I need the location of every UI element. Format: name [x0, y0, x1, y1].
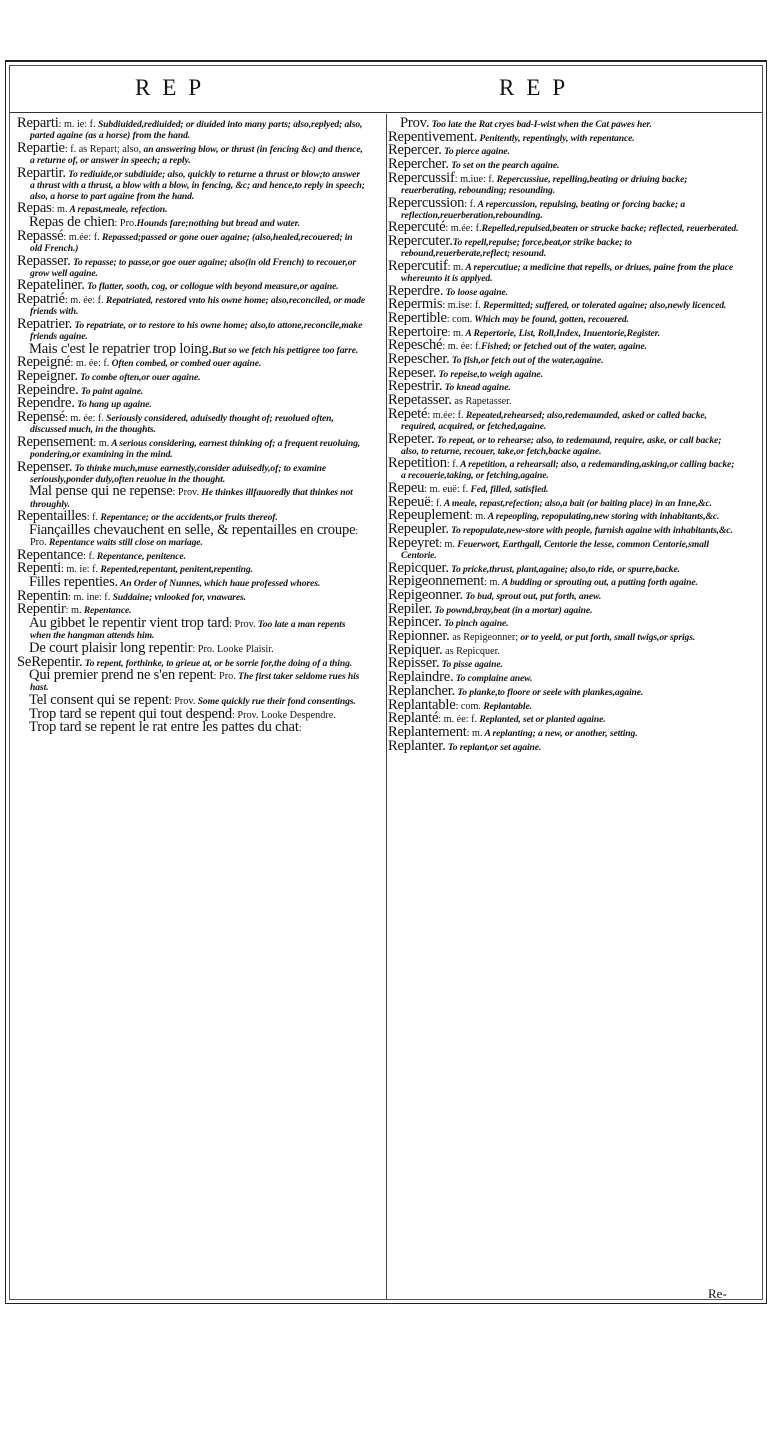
entry-definition: Repeated,rehearsed; also,redemaunded, asked or called backe, required, acquired, or fetched,againe.	[401, 409, 707, 432]
entry-headword: Repartir.	[17, 164, 66, 181]
entry-grammar: : Pro.	[30, 525, 359, 548]
dictionary-entry	[17, 164, 366, 202]
entry-definition: To paint againe.	[78, 385, 144, 397]
entry-headword: Repesché	[388, 337, 443, 354]
entry-definition: Often combed, or combed ouer againe.	[109, 358, 262, 370]
dictionary-entry	[388, 405, 740, 432]
entry-definition: To thinke much,muse earnestly,consider aduisedly,of; to examine seriously,ponder duly,often reuolue in the thought.	[30, 462, 327, 485]
entry-headword: Repasser.	[17, 252, 71, 269]
entry-grammar: : m. ine: f.	[68, 591, 111, 603]
entry-definition: To repeise,to weigh againe.	[436, 368, 543, 380]
dictionary-entry	[17, 615, 366, 642]
dictionary-entry	[17, 252, 366, 279]
entry-definition: To repatriate, or to restore to his owne home; also,to attone,reconcile,make friends againe.	[30, 319, 363, 342]
entry-grammar: : f.	[446, 459, 459, 471]
entry-headword: Repentin	[17, 587, 69, 604]
entry-definition: A repetition, a rehearsall; also, a redemanding,asking,or calling backe; a recouerie,taking, or fetching,againe.	[401, 459, 735, 482]
entry-grammar: : m. ie: f.	[61, 564, 99, 576]
dictionary-entry	[17, 395, 366, 412]
entry-headword: Replantable	[388, 696, 456, 713]
entry-headword: Trop tard se repent le rat entre les pattes du chat	[29, 719, 299, 736]
dictionary-entry	[17, 667, 366, 694]
entry-headword: SeRepentir.	[17, 653, 83, 670]
running-head-right: REP	[499, 75, 578, 100]
entry-definition: To rediuide,or subdiuide; also, quickly to returne a thrust or blow;to answer a thrust with a thrust, a blow with a blow, in fencing, &c; and hence,to reply in speech; also, a horse to part againe from the hand.	[30, 168, 365, 202]
entry-grammar: as Repigeonner;	[449, 632, 519, 644]
dictionary-entry	[388, 641, 740, 658]
entry-headword: Repatrié	[17, 291, 65, 308]
entry-headword: Prov.	[400, 115, 430, 131]
entry-headword: Tel consent qui se repent	[29, 692, 169, 709]
dictionary-entry	[17, 315, 366, 342]
entry-headword: Rependre.	[17, 395, 75, 412]
entry-grammar: : m.	[439, 538, 455, 550]
entry-headword: Repeindre.	[17, 381, 79, 398]
dictionary-entry	[17, 139, 366, 166]
entry-headword: Repercutif	[388, 257, 448, 274]
dictionary-entry	[388, 351, 740, 367]
entry-headword: Repetition	[388, 455, 447, 472]
entry-headword: Repas	[17, 200, 52, 217]
entry-headword: Repercussif	[388, 169, 455, 186]
dictionary-entry	[17, 291, 366, 318]
entry-grammar: : Pro.	[213, 671, 236, 683]
entry-grammar: : Pro.	[114, 218, 137, 230]
entry-headword: Repigeonner.	[388, 587, 464, 603]
entry-definition: an answering blow, or thrust (in fencing &c) and thence, a returne of, or answer in speech; a reply.	[30, 143, 363, 166]
entry-headword: Repeté	[388, 405, 428, 422]
entry-grammar: : com.	[446, 313, 473, 325]
entry-headword: Replantement	[388, 723, 467, 740]
entry-headword: Repiquer.	[388, 641, 443, 658]
entry-headword: Repeuplement	[388, 507, 470, 524]
dictionary-entry	[388, 455, 740, 482]
entry-headword: Fiançailles chevauchent en selle, & repentailles en croupe	[29, 521, 356, 538]
entry-definition: Repatriated, restored vnto his owne home; also,reconciled, or made friends with.	[30, 295, 365, 318]
entry-headword: Repincer.	[388, 614, 442, 631]
entry-grammar: : m. ée: f.	[65, 413, 104, 425]
dictionary-entry	[388, 430, 740, 457]
catchword: Re-	[708, 1286, 727, 1301]
entry-grammar: : f.	[464, 198, 476, 210]
entry-grammar: : m.	[51, 204, 68, 216]
entry-grammar: : f.	[86, 512, 99, 524]
entry-definition: Replanted, set or planted againe.	[477, 714, 606, 726]
dictionary-entry	[17, 458, 366, 485]
entry-definition: Hounds fare;nothing but bread and water.	[136, 218, 301, 230]
entry-grammar: :	[298, 723, 302, 735]
entry-definition: To repopulate,new-store with people, furnish againe with inhabitants,&c.	[448, 525, 733, 537]
entry-headword: Repenser.	[17, 458, 73, 475]
entry-definition: Feuerwort, Earthgall, Centorie the lesse, common Centorie,small Centorie.	[401, 538, 709, 561]
entry-definition: To pinch againe.	[441, 618, 509, 630]
left-column	[17, 115, 366, 736]
dictionary-entry	[388, 392, 740, 409]
running-head-left: REP	[135, 75, 214, 100]
entry-headword: Replaindre.	[388, 669, 454, 686]
entry-grammar: : m.	[466, 727, 483, 739]
entry-definition: A repercutiue; a medicine that repells, or driues, paine from the place whereunto it is applyed.	[401, 261, 734, 284]
entry-grammar: as Rapetasser.	[451, 396, 512, 408]
entry-headword: Repercher.	[388, 156, 449, 173]
dictionary-entry	[388, 169, 740, 196]
entry-headword: Repartie	[17, 139, 65, 156]
dictionary-entry	[17, 521, 366, 548]
entry-definition: Repentance, penitence.	[94, 550, 186, 562]
entry-definition: Repercussiue, repelling,beating or driuing backe; reuerberating, rebounding; resounding.	[401, 173, 688, 196]
entry-grammar: : m. euë: f.	[424, 484, 469, 496]
entry-grammar: : m. ée: f.	[64, 295, 104, 307]
dictionary-entry	[17, 546, 366, 563]
entry-definition: The first taker seldome rues his hast.	[30, 671, 360, 694]
dictionary-entry	[17, 433, 366, 460]
entry-headword: Repatrier.	[17, 315, 73, 332]
entry-headword: Repercuter.	[388, 233, 453, 249]
entry-headword: Repentailles	[17, 508, 87, 525]
entry-headword: Repeuë	[388, 493, 431, 510]
entry-definition: To pownd,bray,beat (in a mortar) againe.	[432, 604, 593, 616]
dictionary-entry	[17, 409, 366, 436]
entry-grammar: : f.	[430, 497, 442, 509]
entry-definition: A repast,meale, refection.	[67, 204, 168, 216]
dictionary-entry	[388, 194, 740, 221]
dictionary-entry	[17, 574, 366, 591]
entry-definition: To repell,repulse; force,beat,or strike backe; to rebound,reuerberate,reflect; resound.	[401, 237, 632, 260]
entry-headword: Repetasser.	[388, 392, 452, 409]
entry-definition: Seriously considered, aduisedly thought of; reuolued often, discussed much, in the thoughts.	[30, 413, 334, 436]
dictionary-entry	[17, 227, 366, 254]
entry-grammar: : com.	[455, 700, 481, 712]
entry-definition: A Repertorie, List, Roll,Index, Inuentorie,Register.	[463, 327, 661, 339]
entry-definition: Too late the Rat cryes bad-I-wist when the Cat pawes her.	[429, 119, 652, 130]
entry-definition: To repent, forthinke, to grieue at, or be sorrie for,the doing of a thing.	[82, 657, 353, 669]
entry-headword: Repescher.	[388, 351, 450, 367]
entry-grammar: : Pro. Looke Plaisir.	[192, 643, 274, 655]
entry-definition: A repeopling, repopulating,new storing with inhabitants,&c.	[485, 511, 720, 523]
dictionary-entry	[388, 480, 740, 497]
entry-definition: To replant,or set againe.	[445, 741, 542, 753]
dictionary-entry	[388, 737, 740, 754]
dictionary-entry	[388, 534, 740, 561]
entry-headword: De court plaisir long repentir	[29, 639, 193, 656]
entry-definition: Replantable.	[480, 700, 532, 712]
entry-headword: Reperdre.	[388, 282, 444, 299]
entry-definition: Fed, filled, satisfied.	[468, 484, 549, 496]
entry-headword: Repeu	[388, 480, 425, 497]
entry-headword: Repentivement.	[388, 128, 478, 145]
entry-grammar: : m. ée: f.	[70, 358, 110, 370]
entry-definition: An Order of Nunnes, which haue professed whores.	[118, 578, 321, 590]
entry-definition: A repercussion, repulsing, beating or forcing backe; a reflection,reuerberation,rebounding.	[401, 198, 686, 221]
entry-definition: Subdiuided,rediuided; or diuided into many parts; also,replyed; also, parted againe (as a horse) from the hand.	[30, 119, 363, 142]
entry-headword: Repeser.	[388, 364, 437, 381]
entry-grammar: : Prov.	[229, 619, 256, 631]
entry-definition: To combe often,or ouer againe.	[77, 372, 201, 383]
entry-grammar: : Prov. Looke Despendre.	[232, 709, 336, 721]
entry-definition: Repermitted; suffered, or tolerated againe; also,newly licenced.	[480, 300, 727, 312]
entry-headword: Repeigner.	[17, 368, 78, 384]
entry-definition: But so we fetch his pettigree too farre.	[211, 344, 359, 356]
entry-headword: Repigeonnement	[388, 573, 485, 590]
right-column	[388, 115, 740, 754]
entry-headword: Repicquer.	[388, 559, 449, 576]
entry-headword: Repassé	[17, 227, 64, 244]
entry-grammar: : m.ée: f.	[427, 409, 464, 421]
entry-headword: Trop tard se repent qui tout despend	[29, 705, 233, 722]
entry-definition: To planke,to floore or seele with plankes,againe.	[455, 686, 644, 698]
entry-grammar: : f. as Repart; also,	[64, 143, 142, 155]
entry-headword: Qui premier prend ne s'en repent	[29, 667, 214, 684]
dictionary-entry	[17, 719, 366, 736]
entry-definition: To set on the pearch againe.	[448, 160, 560, 172]
entry-definition: To loose againe.	[443, 286, 508, 298]
dictionary-entry	[17, 483, 366, 510]
entry-headword: Repas de chien	[29, 214, 115, 231]
entry-headword: Mais c'est le repatrier trop loing.	[29, 340, 212, 357]
entry-definition: To complaine anew.	[453, 673, 533, 685]
entry-headword: Repiler.	[388, 600, 433, 617]
entry-headword: Repermis	[388, 296, 443, 313]
entry-grammar: : m. ée: f.	[442, 341, 482, 353]
dictionary-entry	[388, 696, 740, 713]
entry-definition: A meale, repast,refection; also,a bait (or baiting place) in an Inne,&c.	[441, 497, 712, 509]
entry-headword: Reparti	[17, 115, 59, 131]
entry-grammar: : m.	[447, 261, 464, 273]
entry-headword: Mal pense qui ne repense	[29, 483, 173, 500]
entry-definition: Fished; or fetched out of the water, againe.	[481, 341, 647, 353]
dictionary-entry	[17, 214, 366, 231]
entry-definition: Penitently, repentingly, with repentance.	[477, 132, 635, 144]
entry-grammar: as Repicquer.	[442, 645, 500, 657]
entry-headword: Repateliner.	[17, 277, 85, 294]
dictionary-entry	[388, 587, 740, 603]
dictionary-entry	[388, 521, 740, 538]
entry-headword: Replancher.	[388, 682, 456, 699]
entry-headword: Repercer.	[388, 142, 442, 159]
entry-definition: A serious considering, earnest thinking of; a frequent reuoluing, pondering,or examining in the mind.	[30, 437, 361, 460]
entry-definition: Suddaine; vnlooked for, vnawares.	[110, 591, 246, 603]
entry-definition: To repeat, or to rehearse; also, to redemaund, require, aske, or call backe; also, to returne, recouer, take,or fetch,backe againe.	[401, 434, 722, 457]
entry-headword: Repertible	[388, 309, 447, 326]
entry-definition: Repentance waits still close on mariage.	[46, 536, 203, 548]
entry-definition: To bud, sprout out, put forth, anew.	[463, 591, 602, 602]
entry-definition: Repentance; or the accidents,or fruits thereof.	[98, 512, 278, 524]
entry-headword: Repeupler.	[388, 521, 449, 538]
entry-grammar: : m.ée: f.	[63, 231, 100, 243]
entry-definition: To pisse againe.	[439, 659, 503, 671]
entry-definition: To flatter, sooth, cog, or collogue with beyond measure,or againe.	[84, 281, 339, 293]
entry-headword: Repercussion	[388, 194, 465, 211]
entry-definition: To knead againe.	[442, 382, 511, 394]
entry-headword: Repercuté	[388, 219, 446, 236]
entry-definition: Repelled,repulsed,beaten or strucke backe; reflected, reuerberated.	[481, 223, 739, 235]
entry-grammar: : Prov.	[168, 696, 196, 708]
entry-definition: He thinkes illfauoredly that thinkes not throughly.	[30, 487, 353, 510]
entry-headword: Au gibbet le repentir vient trop tard	[29, 615, 230, 632]
entry-grammar: : m. ée: f.	[438, 714, 478, 726]
entry-grammar: : Prov.	[172, 487, 200, 499]
entry-headword: Repisser.	[388, 655, 440, 672]
entry-headword: Repeyret	[388, 534, 440, 551]
entry-headword: Repensé	[17, 409, 66, 426]
entry-headword: Repenti	[17, 560, 61, 577]
entry-grammar: : m.iue: f.	[454, 173, 495, 185]
header-rule	[10, 112, 762, 113]
entry-grammar: : f.	[83, 550, 95, 562]
dictionary-entry	[17, 115, 366, 142]
entry-grammar: : m.	[65, 605, 82, 617]
entry-headword: Replanté	[388, 710, 439, 727]
entry-grammar: : m.ée: f.	[445, 223, 482, 235]
entry-grammar: : m.ise: f.	[442, 300, 481, 312]
entry-definition: Repentance.	[81, 605, 132, 617]
entry-definition: To pierce againe.	[441, 146, 510, 158]
dictionary-entry	[388, 257, 740, 284]
entry-definition: To repasse; to passe,or goe ouer againe; also(in old French) to recouer,or grow well againe.	[30, 256, 357, 279]
entry-definition: Repassed;passed or gone ouer againe; (also,healed,recouered; in old French.)	[30, 231, 353, 254]
entry-headword: Repionner.	[388, 628, 450, 645]
entry-headword: Repeter.	[388, 430, 435, 447]
entry-definition: Some quickly rue their fond consentings.	[195, 696, 356, 708]
entry-headword: Repertoire	[388, 323, 448, 340]
entry-headword: Replanter.	[388, 737, 446, 754]
entry-definition: or to yeeld, or put forth, small twigs,or sprigs.	[518, 632, 696, 644]
entry-definition: Which may be found, gotten, recouered.	[472, 313, 629, 325]
entry-definition: A budding or sprouting out, a putting forth againe.	[499, 577, 698, 589]
entry-definition: To hang up againe.	[74, 399, 152, 411]
dictionary-entry	[388, 233, 740, 260]
entry-definition: To pricke,thrust, plant,againe; also,to ride, or spurre,backe.	[448, 563, 680, 575]
entry-grammar: : m.	[484, 577, 500, 589]
dictionary-entry	[17, 277, 366, 294]
entry-headword: Repentance	[17, 546, 84, 563]
entry-grammar: : m.	[447, 327, 464, 339]
entry-headword: Repeigné	[17, 354, 71, 371]
entry-grammar: : m. ie: f.	[58, 119, 96, 130]
entry-grammar: : m.	[469, 511, 486, 523]
entry-headword: Repentir	[17, 601, 66, 618]
column-divider	[386, 114, 387, 1300]
entry-definition: Repented,repentant, penitent,repenting.	[98, 564, 253, 576]
entry-headword: Filles repenties.	[29, 574, 119, 591]
dictionary-entry	[17, 587, 366, 604]
entry-headword: Repensement	[17, 433, 94, 450]
entry-definition: To fish,or fetch out of the water,againe.	[449, 355, 604, 366]
entry-headword: Repestrir.	[388, 378, 443, 395]
entry-grammar: : m.	[93, 437, 110, 449]
entry-definition: A replanting; a new, or another, setting.	[482, 727, 638, 739]
entry-definition: Too late a man repents when the hangman attends him.	[30, 619, 346, 642]
